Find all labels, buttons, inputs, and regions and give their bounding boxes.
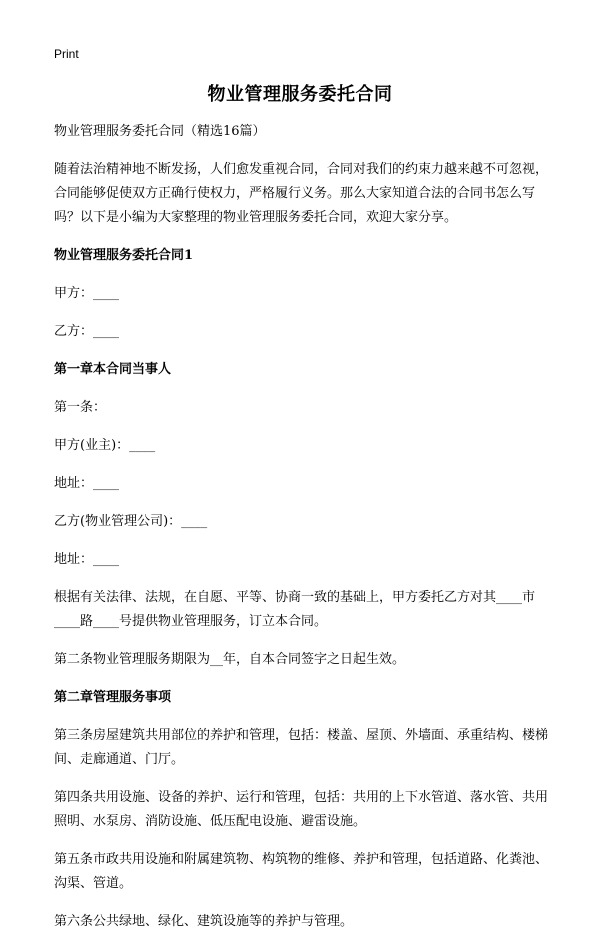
article-4-paragraph: 第四条共用设施、设备的养护、运行和管理，包括：共用的上下水管道、落水管、共用照明、水泵房、消防设施、低压配电设施、避雷设施。 [54, 790, 549, 829]
subtitle-paragraph: 物业管理服务委托合同（精选16篇） [54, 124, 266, 139]
article-1-label: 第一条： [54, 400, 107, 415]
article-6-paragraph: 第六条公共绿地、绿化、建筑设施等的养护与管理。 [54, 914, 354, 929]
document-title: 物业管理服务委托合同 [207, 84, 393, 105]
print-link[interactable]: Print [54, 47, 79, 61]
party-b-line: 乙方：____ [54, 324, 120, 339]
party-a-owner-line: 甲方(业主)：____ [54, 438, 156, 453]
intro-paragraph: 随着法治精神地不断发扬，人们愈发重视合同，合同对我们的约束力越来越不可忽视，合同能够促使双方正确行使权力，严格履行义务。那么大家知道合法的合同书怎么写吗？以下是小编为大家整理的物业管理服务委托合同，欢迎大家分享。 [54, 162, 549, 225]
chapter-2-heading: 第二章管理服务事项 [54, 690, 172, 705]
article-2-paragraph: 第二条物业管理服务期限为__年，自本合同签字之日起生效。 [54, 652, 406, 667]
article-3-paragraph: 第三条房屋建筑共用部位的养护和管理，包括：楼盖、屋顶、外墙面、承重结构、楼梯间、走廊通道、门厅。 [54, 728, 549, 767]
chapter-1-heading: 第一章本合同当事人 [54, 362, 172, 377]
party-b-address-line: 地址：____ [54, 552, 120, 567]
party-a-line: 甲方：____ [54, 286, 120, 301]
party-b-company-line: 乙方(物业管理公司)：____ [54, 514, 208, 529]
article-5-paragraph: 第五条市政共用设施和附属建筑物、构筑物的维修、养护和管理，包括道路、化粪池、沟渠、管道。 [54, 852, 549, 891]
agreement-paragraph: 根据有关法律、法规，在自愿、平等、协商一致的基础上，甲方委托乙方对其____市____路____号提供物业管理服务，订立本合同。 [54, 590, 536, 629]
section-heading-contract-1: 物业管理服务委托合同1 [54, 248, 194, 263]
document-body [54, 120, 550, 948]
party-a-address-line: 地址：____ [54, 476, 120, 491]
